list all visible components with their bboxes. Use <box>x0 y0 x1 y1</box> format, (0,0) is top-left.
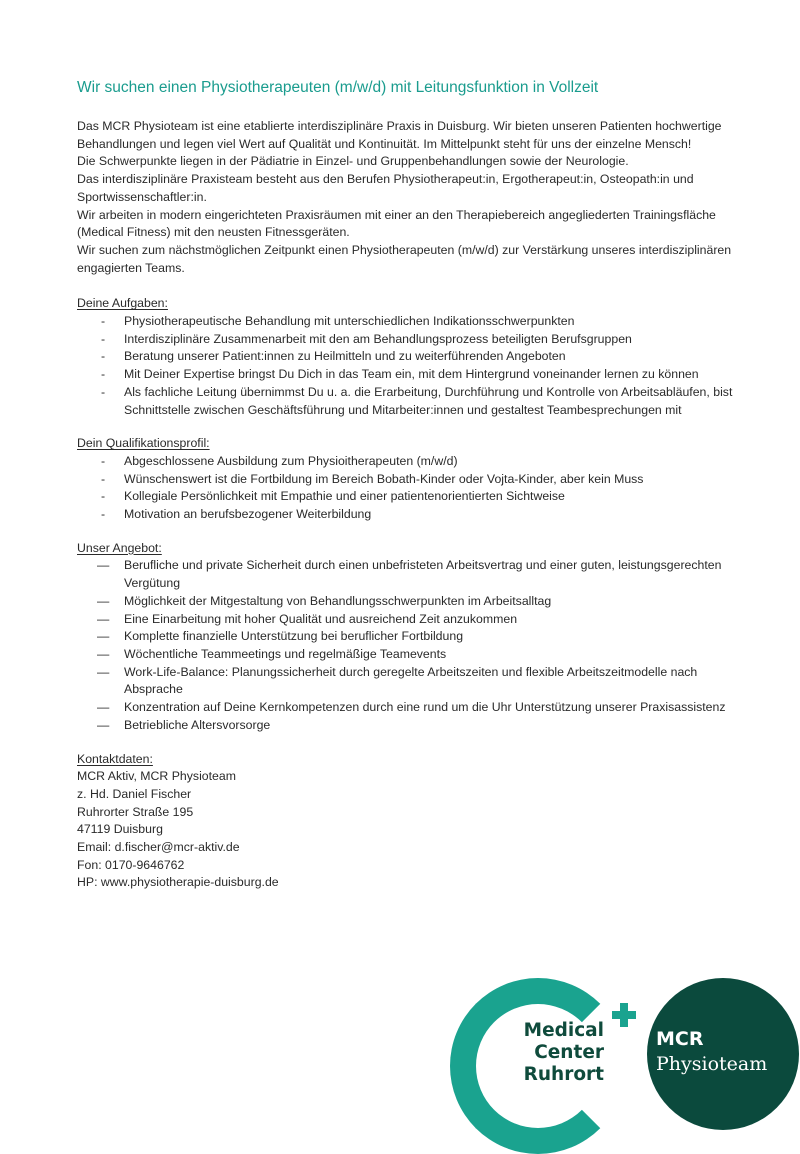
list-item-text: Komplette finanzielle Unterstützung bei beruflicher Fortbildung <box>124 629 464 644</box>
list-item <box>77 471 737 489</box>
dash-bullet: — <box>97 717 110 732</box>
mcr-physioteam-logo <box>647 978 799 1130</box>
list-item-text: Berufliche und private Sicherheit durch einen unbefristeten Arbeitsvertrag und einer guten, leistungsgerechten Vergütung <box>124 558 722 591</box>
list-item <box>77 366 737 384</box>
page-title: Wir suchen einen Physiotherapeuten (m/w/d) mit Leitungsfunktion in Vollzeit <box>77 79 599 96</box>
contact-city: 47119 Duisburg <box>77 822 163 837</box>
list-item-text: Wünschenswert ist die Fortbildung im Bereich Bobath-Kinder oder Vojta-Kinder, aber kein Muss <box>124 471 644 486</box>
contact-phone: Fon: 0170-9646762 <box>77 857 185 872</box>
list-item <box>77 717 737 735</box>
logo-line: Ruhrort <box>523 1064 604 1085</box>
list-item <box>77 506 737 524</box>
dash-bullet: - <box>101 471 106 486</box>
list-item-text: Möglichkeit der Mitgestaltung von Behandlungsschwerpunkten im Arbeitsalltag <box>124 593 552 608</box>
list-item-text: Kollegiale Persönlichkeit mit Empathie und einer patientenorientierten Sichtweise <box>124 489 565 504</box>
list-item-text: Physiotherapeutische Behandlung mit unterschiedlichen Indikationsschwerpunkten <box>124 314 575 329</box>
contact-email[interactable]: Email: d.fischer@mcr-aktiv.de <box>77 840 240 855</box>
logo-physioteam: Physioteam <box>656 1053 768 1075</box>
section-heading: Kontaktdaten: <box>77 751 153 766</box>
dash-bullet: - <box>101 384 106 399</box>
contact-company: MCR Aktiv, MCR Physioteam <box>77 769 236 784</box>
list-item <box>77 593 737 611</box>
list-item <box>77 646 737 664</box>
logo-mcr: MCR <box>656 1028 704 1050</box>
aufgaben-list <box>77 313 737 419</box>
list-item <box>77 453 737 471</box>
logo-line: Medical <box>523 1020 604 1041</box>
contact-street: Ruhrorter Straße 195 <box>77 804 194 819</box>
qualifikation-section <box>77 435 737 524</box>
contact-website[interactable]: HP: www.physiotherapie-duisburg.de <box>77 875 279 890</box>
list-item <box>77 384 737 419</box>
dash-bullet: - <box>101 489 106 504</box>
dash-bullet: - <box>101 349 106 364</box>
list-item <box>77 699 737 717</box>
section-heading: Dein Qualifikationsprofil: <box>77 436 210 451</box>
list-item-text: Abgeschlossene Ausbildung zum Physioitherapeuten (m/w/d) <box>124 453 458 468</box>
dash-bullet: — <box>97 611 110 626</box>
dash-bullet: - <box>101 331 106 346</box>
angebot-section <box>77 540 737 735</box>
intro-section <box>77 118 737 277</box>
intro-paragraph: Wir arbeiten in modern eingerichteten Praxisräumen mit einer an den Therapiebereich angegliederten Trainingsfläche (Medical Fitness) mit den neusten Fitnessgeräten. <box>77 207 716 240</box>
list-item-text: Mit Deiner Expertise bringst Du Dich in das Team ein, mit dem Hintergrund voneinander lernen zu können <box>124 367 699 382</box>
list-item <box>77 313 737 331</box>
list-item <box>77 331 737 349</box>
aufgaben-section <box>77 295 737 419</box>
angebot-list <box>77 557 737 734</box>
intro-paragraph: Wir suchen zum nächstmöglichen Zeitpunkt einen Physiotherapeuten (m/w/d) zur Verstärkung unseres interdisziplinären engagierten Teams. <box>77 242 732 275</box>
dash-bullet: — <box>97 593 110 608</box>
medical-center-ruhrort-logo-text <box>500 1020 604 1086</box>
list-item-text: Wöchentliche Teammeetings und regelmäßige Teamevents <box>124 646 447 661</box>
intro-paragraph: Die Schwerpunkte liegen in der Pädiatrie in Einzel- und Gruppenbehandlungen sowie der Neurologie. <box>77 154 629 169</box>
dash-bullet: — <box>97 664 110 679</box>
list-item <box>77 664 737 699</box>
list-item-text: Konzentration auf Deine Kernkompetenzen durch eine rund um die Uhr Unterstützung unserer Praxisassistenz <box>124 700 726 715</box>
intro-paragraph: Das MCR Physioteam ist eine etablierte interdisziplinäre Praxis in Duisburg. Wir bieten unseren Patienten hochwertige Behandlungen und legen viel Wert auf Qualität und Kontinuität. Im Mittelpunkt steht für uns der einzelne Mensch! <box>77 119 722 151</box>
list-item-text: Eine Einarbeitung mit hoher Qualität und ausreichend Zeit anzukommen <box>124 611 518 626</box>
section-heading: Deine Aufgaben: <box>77 296 168 311</box>
list-item <box>77 557 737 592</box>
contact-person: z. Hd. Daniel Fischer <box>77 786 192 801</box>
list-item-text: Work-Life-Balance: Planungssicherheit durch geregelte Arbeitszeiten und flexible Arbeitszeitmodelle nach Absprache <box>124 664 698 697</box>
job-posting <box>77 78 737 892</box>
list-item <box>77 628 737 646</box>
list-item-text: Beratung unserer Patient:innen zu Heilmitteln und zu weiterführenden Angeboten <box>124 349 566 364</box>
logo-line: Center <box>534 1042 604 1063</box>
contact-section <box>77 751 737 893</box>
dash-bullet: — <box>97 700 110 715</box>
list-item <box>77 488 737 506</box>
list-item-text: Betriebliche Altersvorsorge <box>124 717 271 732</box>
medical-cross-icon <box>612 1003 636 1027</box>
dash-bullet: — <box>97 558 110 573</box>
intro-paragraph: Das interdisziplinäre Praxisteam besteht aus den Berufen Physiotherapeut:in, Ergotherapeut:in, Osteopath:in und Sportwissenschaftler:in. <box>77 172 694 204</box>
dash-bullet: - <box>101 453 106 468</box>
dash-bullet: - <box>101 507 106 522</box>
list-item-text: Interdisziplinäre Zusammenarbeit mit den am Behandlungsprozess beteiligten Berufsgruppen <box>124 331 632 346</box>
qualifikation-list <box>77 453 737 524</box>
list-item-text: Als fachliche Leitung übernimmst Du u. a. die Erarbeitung, Durchführung und Kontrolle von Arbeitsabläufen, bist Schnittstelle zwischen Geschäftsführung und Mitarbeiter:innen und gestaltest Teambesprechungen mit <box>124 384 733 417</box>
list-item <box>77 348 737 366</box>
dash-bullet: — <box>97 646 110 661</box>
dash-bullet: - <box>101 367 106 382</box>
list-item-text: Motivation an berufsbezogener Weiterbildung <box>124 507 372 522</box>
section-heading: Unser Angebot: <box>77 540 162 555</box>
list-item <box>77 611 737 629</box>
dash-bullet: — <box>97 629 110 644</box>
dash-bullet: - <box>101 314 106 329</box>
